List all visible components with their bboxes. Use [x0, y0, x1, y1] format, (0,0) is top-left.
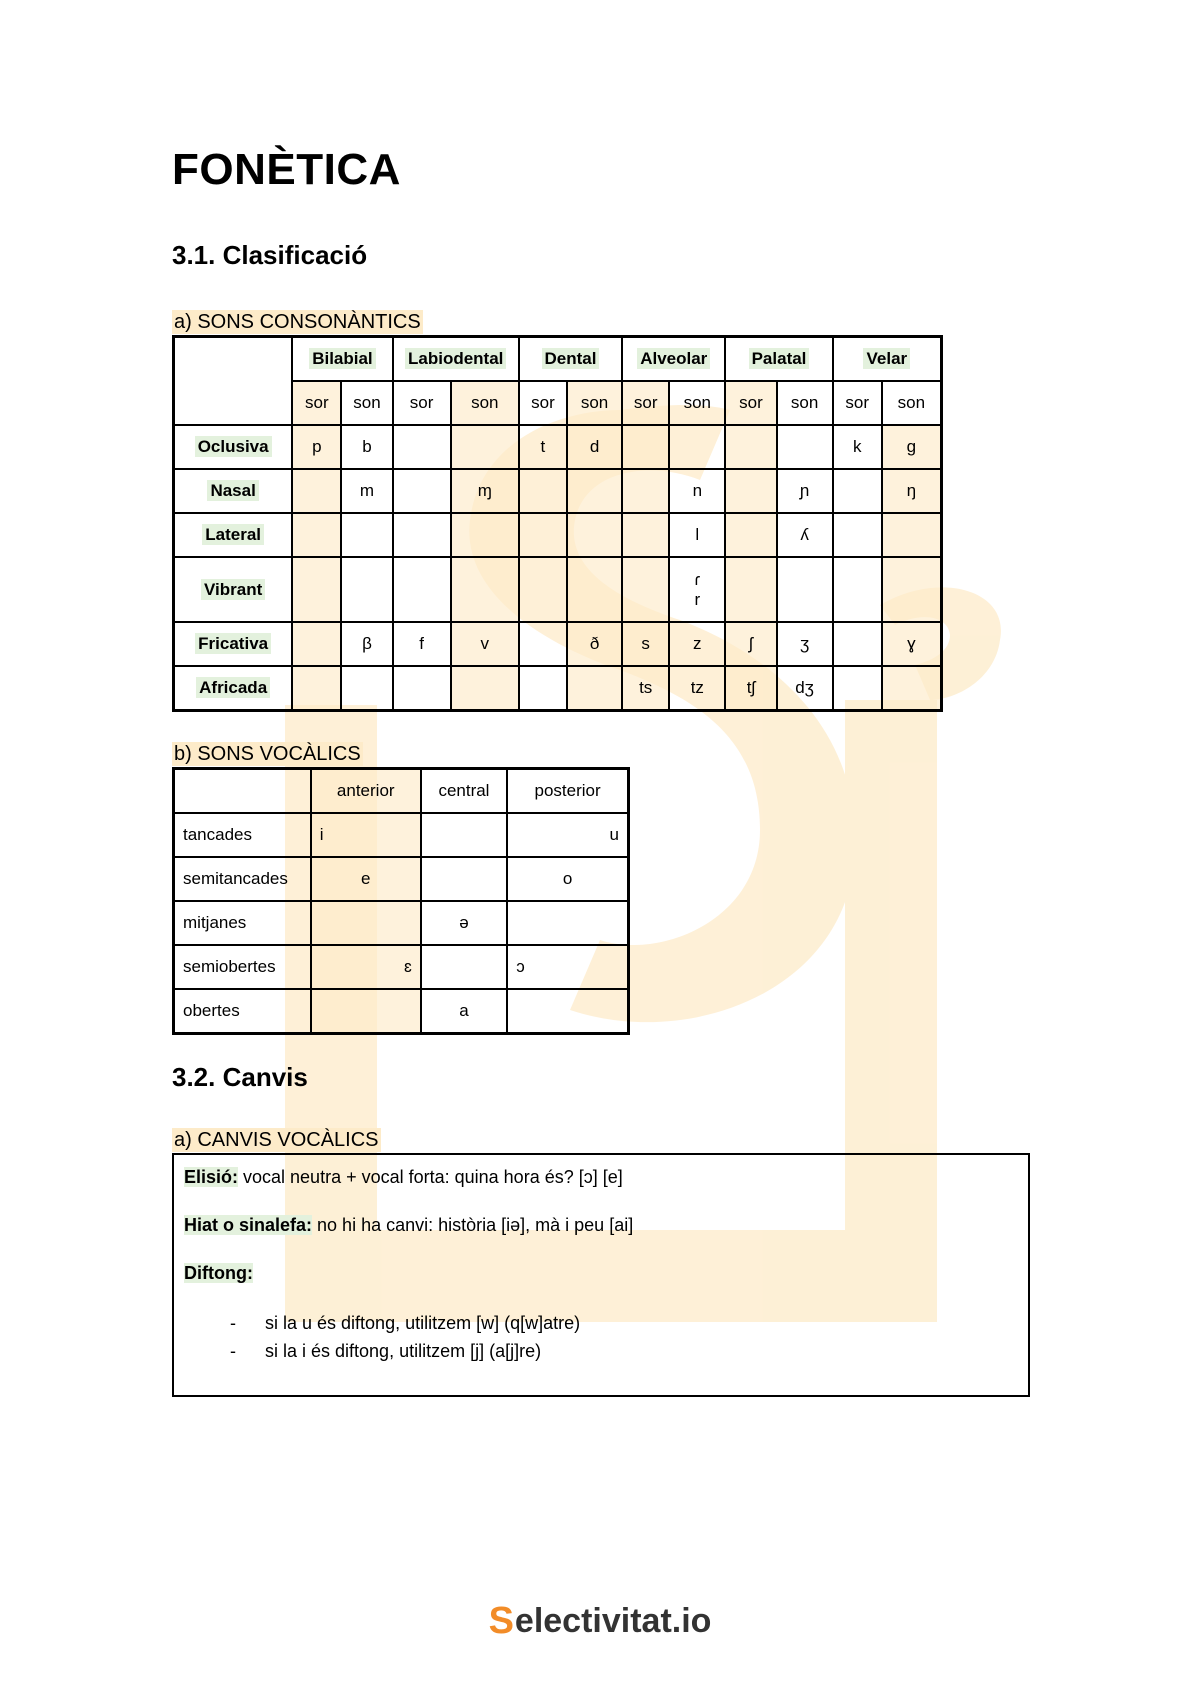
phoneme-cell [833, 557, 882, 622]
section-changes-heading: 3.2. Canvis [172, 1062, 308, 1092]
phoneme-cell [341, 666, 392, 711]
vowels-table [172, 767, 630, 1035]
phoneme-cell [292, 557, 341, 622]
elision-paragraph [184, 1165, 1018, 1189]
elision-text: vocal neutra + vocal forta: quina hora és? [ɔ] [e] [238, 1167, 623, 1187]
phoneme-cell [833, 622, 882, 666]
phoneme-cell: p [292, 425, 341, 469]
phoneme-cell: l [669, 513, 725, 557]
phoneme-cell [393, 425, 451, 469]
phoneme-cell [777, 425, 833, 469]
consonant-row [174, 557, 942, 622]
vowel-changes-heading: a) CANVIS VOCÀLICS [174, 1129, 379, 1151]
vowel-cell: o [507, 857, 628, 901]
phoneme-cell [725, 425, 776, 469]
elision-label: Elisió: [184, 1167, 239, 1187]
place-header: Labiodental [393, 337, 519, 382]
phoneme-cell: b [341, 425, 392, 469]
corner-cell [174, 769, 311, 814]
phoneme-cell [725, 513, 776, 557]
vowel-row [174, 857, 629, 901]
vowel-cell: u [507, 813, 628, 857]
vowel-cell: e [311, 857, 421, 901]
consonant-row [174, 425, 942, 469]
col-header: central [421, 769, 507, 814]
manner-label: Vibrant [174, 557, 293, 622]
col-header: posterior [507, 769, 628, 814]
phoneme-cell [451, 425, 519, 469]
vowel-label: semitancades [174, 857, 311, 901]
phoneme-cell: g [882, 425, 942, 469]
place-header: Alveolar [622, 337, 725, 382]
phoneme-cell: n [669, 469, 725, 513]
vowel-cell [421, 857, 507, 901]
phoneme-cell: ʒ [777, 622, 833, 666]
phoneme-cell [669, 425, 725, 469]
phoneme-cell [519, 622, 567, 666]
phoneme-cell [519, 666, 567, 711]
phoneme-cell: β [341, 622, 392, 666]
voicing-row: sor son sor son sor son sor son sor son sor son [174, 381, 942, 425]
phoneme-cell [567, 513, 622, 557]
vowel-cell [311, 901, 421, 945]
phoneme-cell [567, 557, 622, 622]
phoneme-cell: ɾ r [669, 557, 725, 622]
vowel-row [174, 901, 629, 945]
diphthong-list [184, 1309, 1018, 1365]
phoneme-cell [567, 666, 622, 711]
phoneme-cell: d [567, 425, 622, 469]
place-header: Bilabial [292, 337, 392, 382]
phoneme-cell [622, 557, 669, 622]
phoneme-cell: ɣ [882, 622, 942, 666]
phoneme-cell [393, 557, 451, 622]
phoneme-cell: ɲ [777, 469, 833, 513]
hiatus-text: no hi ha canvi: història [iə], mà i peu [ai] [312, 1215, 634, 1235]
phoneme-cell [622, 469, 669, 513]
phoneme-cell [725, 469, 776, 513]
vowel-row [174, 813, 629, 857]
place-header: Dental [519, 337, 622, 382]
phoneme-cell [622, 425, 669, 469]
phoneme-cell: m [341, 469, 392, 513]
vowel-cell: ə [421, 901, 507, 945]
vowel-label: tancades [174, 813, 311, 857]
vowel-cell [421, 813, 507, 857]
footer [0, 1600, 1200, 1643]
vowel-cell [507, 901, 628, 945]
logo-s-icon: S [488, 1600, 514, 1642]
vowel-cell: ɔ [507, 945, 628, 989]
phoneme-cell [341, 557, 392, 622]
vowels-heading: b) SONS VOCÀLICS [174, 743, 361, 765]
consonants-heading: a) SONS CONSONÀNTICS [174, 311, 421, 333]
phoneme-cell [567, 469, 622, 513]
vowel-label: semiobertes [174, 945, 311, 989]
place-header: Palatal [725, 337, 832, 382]
consonant-row [174, 666, 942, 711]
vowel-cell: ɛ [311, 945, 421, 989]
phoneme-cell [451, 513, 519, 557]
phoneme-cell [777, 557, 833, 622]
vowel-cell [507, 989, 628, 1034]
vowel-label: obertes [174, 989, 311, 1034]
list-item: - si la u és diftong, utilitzem [w] (q[w]atre) [230, 1309, 1018, 1337]
consonant-row [174, 469, 942, 513]
vowel-row [174, 989, 629, 1034]
phoneme-cell [451, 666, 519, 711]
manner-label: Fricativa [174, 622, 293, 666]
consonant-row [174, 622, 942, 666]
phoneme-cell: z [669, 622, 725, 666]
phoneme-cell [882, 557, 942, 622]
manner-label: Lateral [174, 513, 293, 557]
vowel-label: mitjanes [174, 901, 311, 945]
consonants-table [172, 335, 943, 712]
phoneme-cell [882, 513, 942, 557]
brand-logo[interactable]: S electivitat.io [488, 1600, 712, 1642]
phoneme-cell: tz [669, 666, 725, 711]
phoneme-cell [341, 513, 392, 557]
phoneme-cell: ʃ [725, 622, 776, 666]
phoneme-cell: dʒ [777, 666, 833, 711]
phoneme-cell [519, 469, 567, 513]
phoneme-cell [292, 469, 341, 513]
phoneme-cell [882, 666, 942, 711]
phoneme-cell [833, 513, 882, 557]
phoneme-cell [451, 557, 519, 622]
manner-label: Oclusiva [174, 425, 293, 469]
corner-cell [174, 337, 293, 426]
phoneme-cell [725, 557, 776, 622]
vowel-cell: i [311, 813, 421, 857]
phoneme-cell [393, 666, 451, 711]
vowel-row [174, 945, 629, 989]
hiatus-label: Hiat o sinalefa: [184, 1215, 313, 1235]
phoneme-cell [292, 666, 341, 711]
changes-box [172, 1153, 1030, 1397]
diphthong-paragraph [184, 1261, 1018, 1285]
phoneme-cell [833, 666, 882, 711]
vowel-cell [421, 945, 507, 989]
phoneme-cell [292, 622, 341, 666]
phoneme-cell [519, 513, 567, 557]
manner-label: Nasal [174, 469, 293, 513]
phoneme-cell [519, 557, 567, 622]
vowel-cell [311, 989, 421, 1034]
phoneme-cell [622, 513, 669, 557]
phoneme-cell: ʎ [777, 513, 833, 557]
phoneme-cell: ð [567, 622, 622, 666]
section-classification-heading: 3.1. Clasificació [172, 240, 368, 270]
consonant-row [174, 513, 942, 557]
page-title: FONÈTICA [172, 145, 401, 194]
phoneme-cell: t [519, 425, 567, 469]
col-header: anterior [311, 769, 421, 814]
phoneme-cell: f [393, 622, 451, 666]
diphthong-label: Diftong: [184, 1263, 253, 1283]
phoneme-cell: ts [622, 666, 669, 711]
phoneme-cell [292, 513, 341, 557]
phoneme-cell: v [451, 622, 519, 666]
phoneme-cell [833, 469, 882, 513]
phoneme-cell: tʃ [725, 666, 776, 711]
phoneme-cell [393, 513, 451, 557]
place-header: Velar [833, 337, 942, 382]
list-item: - si la i és diftong, utilitzem [j] (a[j]re) [230, 1337, 1018, 1365]
hiatus-paragraph [184, 1213, 1018, 1237]
phoneme-cell [393, 469, 451, 513]
phoneme-cell: k [833, 425, 882, 469]
phoneme-cell: ŋ [882, 469, 942, 513]
vowel-cell: a [421, 989, 507, 1034]
phoneme-cell: s [622, 622, 669, 666]
phoneme-cell: ɱ [451, 469, 519, 513]
manner-label: Africada [174, 666, 293, 711]
